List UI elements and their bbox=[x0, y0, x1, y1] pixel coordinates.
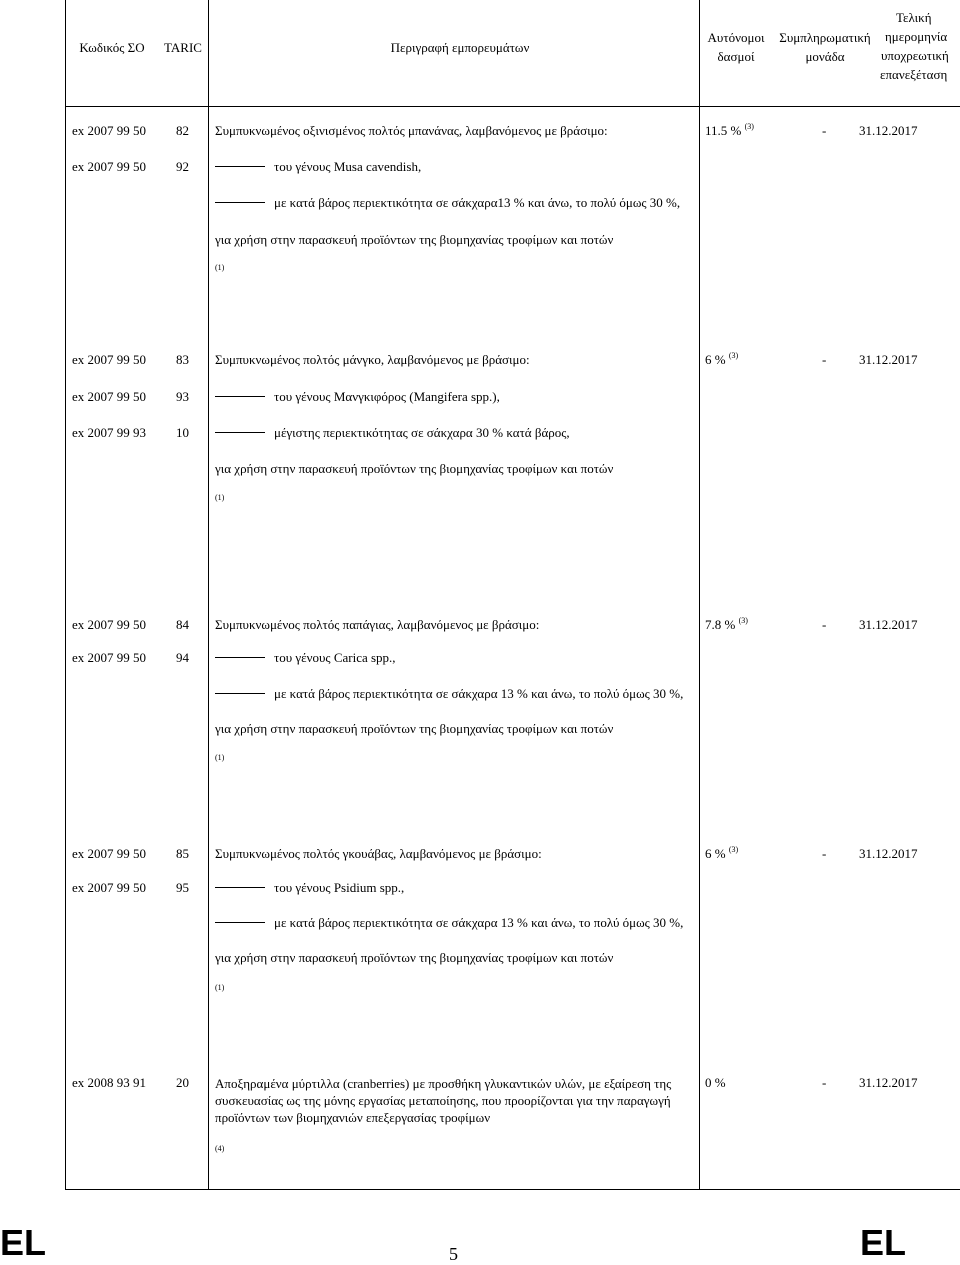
cn-code: ex 2007 99 50 bbox=[72, 650, 147, 665]
taric-code: 85 bbox=[176, 846, 189, 861]
indent-dash bbox=[215, 922, 265, 923]
indent-dash bbox=[215, 432, 265, 433]
language-code-left: EL bbox=[0, 1222, 47, 1263]
taric-code: 83 bbox=[176, 352, 189, 367]
header-supplementary-unit: Συμπληρωματική μονάδα bbox=[779, 30, 871, 64]
autonomous-duty: 0 % bbox=[705, 1075, 726, 1090]
header-taric: TARIC bbox=[164, 40, 202, 55]
supplementary-unit: - bbox=[822, 617, 827, 632]
footnote-ref: (4) bbox=[215, 1144, 225, 1153]
end-date: 31.12.2017 bbox=[859, 1075, 918, 1090]
indent-dash bbox=[215, 396, 265, 397]
indent-dash bbox=[215, 693, 265, 694]
cn-code: ex 2007 99 50 bbox=[72, 617, 147, 632]
footnote-ref: (1) bbox=[215, 263, 225, 272]
product-subdescription: του γένους Carica spp., bbox=[215, 650, 396, 666]
autonomous-duty: 6 % $^{(3)}$ bbox=[705, 845, 739, 861]
end-date: 31.12.2017 bbox=[859, 846, 918, 861]
footnote-ref: (1) bbox=[215, 983, 225, 992]
supplementary-unit: - bbox=[822, 352, 827, 367]
cn-code: ex 2007 99 50 bbox=[72, 880, 147, 895]
product-subdescription: του γένους Psidium spp., bbox=[215, 880, 404, 896]
header-description: Περιγραφή εμπορευμάτων bbox=[390, 40, 530, 55]
header-cn-code: Κωδικός ΣΟ bbox=[79, 40, 145, 55]
cn-code: ex 2008 93 91 bbox=[72, 1075, 147, 1090]
end-date: 31.12.2017 bbox=[859, 617, 918, 632]
product-description: Συμπυκνωμένος πολτός γκουάβας, λαμβανόμενος με βράσιμο: bbox=[215, 846, 542, 861]
header-end-date: Τελική ημερομηνία υποχρεωτική επανεξέταση bbox=[880, 10, 949, 82]
table-bottom-rule bbox=[65, 1189, 960, 1190]
cn-code: ex 2007 99 50 bbox=[72, 389, 147, 404]
end-date: 31.12.2017 bbox=[859, 123, 918, 138]
sugar-content-condition: μέγιστης περιεκτικότητας σε σάκχαρα 30 % κατά βάρος, bbox=[215, 425, 570, 441]
indent-dash bbox=[215, 887, 265, 888]
language-code-right: EL bbox=[860, 1222, 907, 1263]
taric-code: 92 bbox=[176, 159, 189, 174]
autonomous-duty: 6 % $^{(3)}$ bbox=[705, 351, 739, 367]
product-description: Συμπυκνωμένος οξινισμένος πολτός μπανάνας, λαμβανόμενος με βράσιμο: bbox=[215, 123, 608, 138]
indent-dash bbox=[215, 202, 265, 203]
product-description: Συμπυκνωμένος πολτός παπάγιας, λαμβανόμενος με βράσιμο: bbox=[215, 617, 540, 632]
product-description: Συμπυκνωμένος πολτός μάνγκο, λαμβανόμενος με βράσιμο: bbox=[215, 352, 530, 367]
taric-code: 93 bbox=[176, 389, 189, 404]
supplementary-unit: - bbox=[822, 1075, 827, 1090]
column-rule bbox=[65, 0, 66, 1190]
indent-dash bbox=[215, 657, 265, 658]
product-subdescription: του γένους Musa cavendish, bbox=[215, 159, 421, 175]
supplementary-unit: - bbox=[822, 123, 827, 138]
cn-code: ex 2007 99 50 bbox=[72, 846, 147, 861]
supplementary-unit: - bbox=[822, 846, 827, 861]
cn-code: ex 2007 99 50 bbox=[72, 123, 147, 138]
product-description: Αποξηραμένα μύρτιλλα (cranberries) με προσθήκη γλυκαντικών υλών, με εξαίρεση της συσκευασίας ως της μόνης εργασίας μεταποίησης, που προορίζονται για την παραγωγή προϊόντων των βιομηχανιών επεξεργασίας τροφίμων bbox=[215, 1076, 672, 1125]
sugar-content-condition: με κατά βάρος περιεκτικότητα σε σάκχαρα13 % και άνω, το πολύ όμως 30 %, bbox=[215, 195, 680, 211]
footnote-ref: (1) bbox=[215, 493, 225, 502]
sugar-content-condition: με κατά βάρος περιεκτικότητα σε σάκχαρα 13 % και άνω, το πολύ όμως 30 %, bbox=[215, 915, 683, 931]
cn-code: ex 2007 99 50 bbox=[72, 352, 147, 367]
end-use-condition: για χρήση στην παρασκευή προϊόντων της βιομηχανίας τροφίμων και ποτών bbox=[215, 232, 614, 247]
autonomous-duty: 11.5 % $^{(3)}$ bbox=[705, 122, 754, 138]
cn-code: ex 2007 99 93 bbox=[72, 425, 147, 440]
autonomous-duty: 7.8 % $^{(3)}$ bbox=[705, 616, 748, 632]
taric-code: 84 bbox=[176, 617, 189, 632]
header-autonomous-duties: Αυτόνομοι δασμοί bbox=[707, 30, 765, 64]
column-rule bbox=[208, 0, 209, 1190]
header-rule bbox=[65, 106, 960, 107]
taric-code: 95 bbox=[176, 880, 189, 895]
page-number: 5 bbox=[449, 1244, 458, 1264]
taric-code: 20 bbox=[176, 1075, 189, 1090]
taric-code: 10 bbox=[176, 425, 189, 440]
product-subdescription: του γένους Μανγκιφόρος (Mangifera spp.), bbox=[215, 389, 500, 405]
taric-code: 94 bbox=[176, 650, 189, 665]
end-use-condition: για χρήση στην παρασκευή προϊόντων της βιομηχανίας τροφίμων και ποτών bbox=[215, 950, 614, 965]
column-rule bbox=[699, 0, 700, 1190]
end-date: 31.12.2017 bbox=[859, 352, 918, 367]
end-use-condition: για χρήση στην παρασκευή προϊόντων της βιομηχανίας τροφίμων και ποτών bbox=[215, 461, 614, 476]
taric-code: 82 bbox=[176, 123, 189, 138]
end-use-condition: για χρήση στην παρασκευή προϊόντων της βιομηχανίας τροφίμων και ποτών bbox=[215, 721, 614, 736]
sugar-content-condition: με κατά βάρος περιεκτικότητα σε σάκχαρα 13 % και άνω, το πολύ όμως 30 %, bbox=[215, 686, 683, 702]
indent-dash bbox=[215, 166, 265, 167]
footnote-ref: (1) bbox=[215, 753, 225, 762]
cn-code: ex 2007 99 50 bbox=[72, 159, 147, 174]
